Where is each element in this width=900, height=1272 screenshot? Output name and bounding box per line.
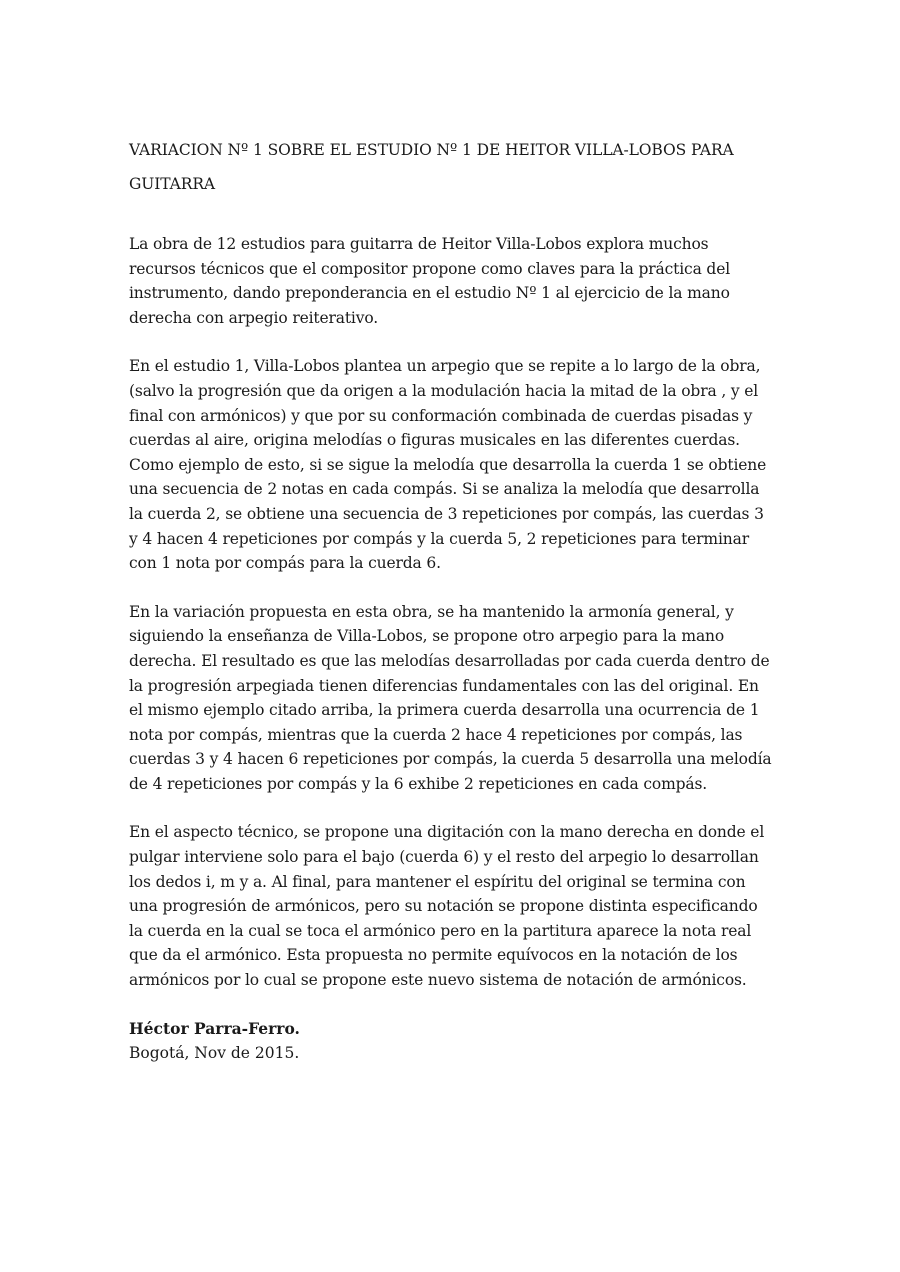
signature-block xyxy=(129,1017,774,1066)
document-title: VARIACION Nº 1 SOBRE EL ESTUDIO Nº 1 DE HEITOR VILLA-LOBOS PARA GUITARRA xyxy=(129,141,734,193)
paragraph-variation: En la variación propuesta en esta obra, se ha mantenido la armonía general, y siguiendo la enseñanza de Villa-Lobos, se propone otro arpegio para la mano derecha. El resultado es que las melodías desarrolladas por cada cuerda dentro de la progresión arpegiada tienen diferencias fundamentales con las del original. En el mismo ejemplo citado arriba, la primera cuerda desarrolla una ocurrencia de 1 nota por compás, mientras que la cuerda 2 hace 4 repeticiones por compás, las cuerdas 3 y 4 hacen 6 repeticiones por compás, la cuerda 5 desarrolla una melodía de 4 repeticiones por compás y la 6 exhibe 2 repeticiones en cada compás. xyxy=(129,602,772,793)
author-name: Héctor Parra-Ferro. xyxy=(129,1018,300,1038)
paragraph-intro: La obra de 12 estudios para guitarra de Heitor Villa-Lobos explora muchos recursos técnicos que el compositor propone como claves para la práctica del instrumento, dando preponderancia en el estudio Nº 1 al ejercicio de la mano derecha con arpegio reiterativo. xyxy=(129,235,731,327)
document-body xyxy=(129,133,774,1066)
paragraph-technique: En el aspecto técnico, se propone una digitación con la mano derecha en donde el pulgar interviene solo para el bajo (cuerda 6) y el resto del arpegio lo desarrollan los dedos i, m y a. Al final, para mantener el espíritu del original se termina con una progresión de armónicos, pero su notación se propone distinta especificando la cuerda en la cual se toca el armónico pero en la partitura aparece la nota real que da el armónico. Esta propuesta no permite equívocos en la notación de los armónicos por lo cual se propone este nuevo sistema de notación de armónicos. xyxy=(129,823,765,990)
place-date: Bogotá, Nov de 2015. xyxy=(129,1044,300,1063)
paragraph-original-arpeggio: En el estudio 1, Villa-Lobos plantea un arpegio que se repite a lo largo de la obra, (salvo la progresión que da origen a la modulación hacia la mitad de la obra , y el final con armónicos) y que por su conformación combinada de cuerdas pisadas y cuerdas al aire, origina melodías o figuras musicales en las diferentes cuerdas. Como ejemplo de esto, si se sigue la melodía que desarrolla la cuerda 1 se obtiene una secuencia de 2 notas en cada compás. Si se analiza la melodía que desarrolla la cuerda 2, se obtiene una secuencia de 3 repeticiones por compás, las cuerdas 3 y 4 hacen 4 repeticiones por compás y la cuerda 5, 2 repeticiones para terminar con 1 nota por compás para la cuerda 6. xyxy=(129,357,767,573)
